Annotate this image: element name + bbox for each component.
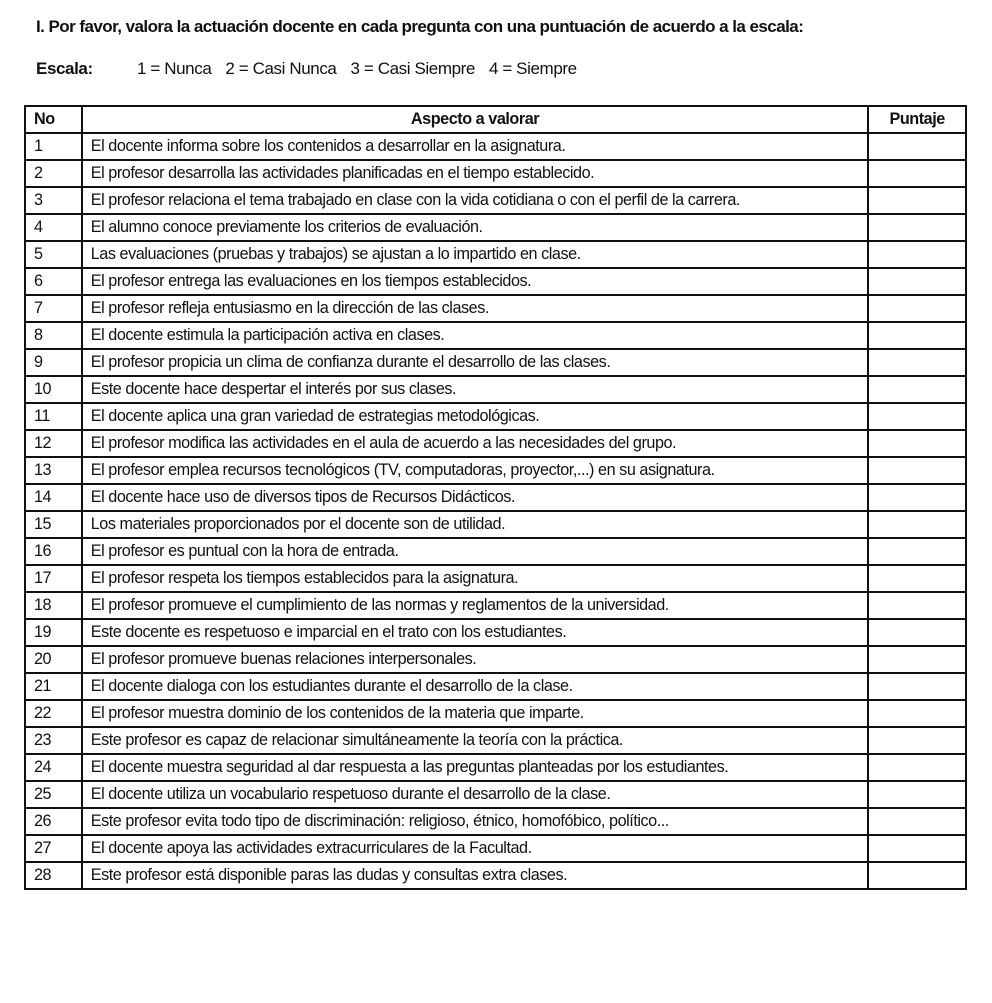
row-aspect: El profesor muestra dominio de los contenidos de la materia que imparte. — [82, 700, 869, 727]
table-row — [25, 538, 966, 565]
evaluation-table — [24, 105, 967, 890]
table-row — [25, 133, 966, 160]
table-row — [25, 484, 966, 511]
row-aspect: Este profesor evita todo tipo de discriminación: religioso, étnico, homofóbico, político... — [82, 808, 869, 835]
table-row — [25, 646, 966, 673]
score-input-cell[interactable] — [868, 295, 966, 322]
row-aspect: El docente informa sobre los contenidos a desarrollar en la asignatura. — [82, 133, 869, 160]
row-number: 24 — [25, 754, 82, 781]
row-number: 27 — [25, 835, 82, 862]
row-number: 16 — [25, 538, 82, 565]
score-input-cell[interactable] — [868, 160, 966, 187]
score-input-cell[interactable] — [868, 133, 966, 160]
row-aspect: El docente utiliza un vocabulario respetuoso durante el desarrollo de la clase. — [82, 781, 869, 808]
table-row — [25, 592, 966, 619]
row-aspect: El profesor promueve el cumplimiento de las normas y reglamentos de la universidad. — [82, 592, 869, 619]
row-aspect: El docente estimula la participación activa en clases. — [82, 322, 869, 349]
row-number: 9 — [25, 349, 82, 376]
row-number: 10 — [25, 376, 82, 403]
row-aspect: El profesor desarrolla las actividades planificadas en el tiempo establecido. — [82, 160, 869, 187]
row-aspect: El docente apoya las actividades extracurriculares de la Facultad. — [82, 835, 869, 862]
table-row — [25, 430, 966, 457]
row-number: 6 — [25, 268, 82, 295]
row-aspect: Este docente hace despertar el interés por sus clases. — [82, 376, 869, 403]
row-aspect: El profesor refleja entusiasmo en la dirección de las clases. — [82, 295, 869, 322]
column-header-score: Puntaje — [868, 106, 966, 133]
table-body — [25, 133, 966, 889]
table-row — [25, 457, 966, 484]
column-header-aspect: Aspecto a valorar — [82, 106, 869, 133]
score-input-cell[interactable] — [868, 754, 966, 781]
row-number: 11 — [25, 403, 82, 430]
table-row — [25, 160, 966, 187]
table-row — [25, 214, 966, 241]
score-input-cell[interactable] — [868, 403, 966, 430]
scale-item-3: 3 = Casi Siempre — [350, 59, 475, 78]
row-aspect: Las evaluaciones (pruebas y trabajos) se ajustan a lo impartido en clase. — [82, 241, 869, 268]
table-header-row — [25, 106, 966, 133]
table-row — [25, 349, 966, 376]
score-input-cell[interactable] — [868, 646, 966, 673]
row-number: 7 — [25, 295, 82, 322]
score-input-cell[interactable] — [868, 538, 966, 565]
score-input-cell[interactable] — [868, 511, 966, 538]
row-aspect: Este profesor está disponible paras las dudas y consultas extra clases. — [82, 862, 869, 889]
row-aspect: El docente muestra seguridad al dar respuesta a las preguntas planteadas por los estudiantes. — [82, 754, 869, 781]
row-number: 12 — [25, 430, 82, 457]
row-number: 5 — [25, 241, 82, 268]
scale-item-4: 4 = Siempre — [488, 59, 577, 78]
score-input-cell[interactable] — [868, 700, 966, 727]
table-row — [25, 808, 966, 835]
score-input-cell[interactable] — [868, 619, 966, 646]
row-number: 25 — [25, 781, 82, 808]
row-aspect: El profesor promueve buenas relaciones interpersonales. — [82, 646, 869, 673]
table-row — [25, 187, 966, 214]
row-aspect: El profesor entrega las evaluaciones en los tiempos establecidos. — [82, 268, 869, 295]
score-input-cell[interactable] — [868, 376, 966, 403]
table-row — [25, 511, 966, 538]
score-input-cell[interactable] — [868, 835, 966, 862]
row-aspect: El profesor modifica las actividades en el aula de acuerdo a las necesidades del grupo. — [82, 430, 869, 457]
table-row — [25, 700, 966, 727]
row-number: 8 — [25, 322, 82, 349]
row-aspect: Los materiales proporcionados por el docente son de utilidad. — [82, 511, 869, 538]
rating-scale — [36, 59, 591, 79]
table-row — [25, 727, 966, 754]
row-number: 22 — [25, 700, 82, 727]
row-number: 28 — [25, 862, 82, 889]
row-number: 19 — [25, 619, 82, 646]
row-number: 26 — [25, 808, 82, 835]
row-aspect: El profesor es puntual con la hora de entrada. — [82, 538, 869, 565]
row-aspect: El docente hace uso de diversos tipos de Recursos Didácticos. — [82, 484, 869, 511]
row-aspect: El alumno conoce previamente los criterios de evaluación. — [82, 214, 869, 241]
score-input-cell[interactable] — [868, 430, 966, 457]
instructions-title: I. Por favor, valora la actuación docente en cada pregunta con una puntuación de acuerdo a la escala: — [36, 17, 804, 36]
score-input-cell[interactable] — [868, 862, 966, 889]
table-row — [25, 322, 966, 349]
scale-label: Escala: — [36, 59, 93, 78]
row-number: 2 — [25, 160, 82, 187]
row-aspect: El profesor respeta los tiempos establecidos para la asignatura. — [82, 565, 869, 592]
table-row — [25, 565, 966, 592]
scale-item-2: 2 = Casi Nunca — [225, 59, 337, 78]
score-input-cell[interactable] — [868, 592, 966, 619]
table-row — [25, 862, 966, 889]
score-input-cell[interactable] — [868, 727, 966, 754]
table-row — [25, 268, 966, 295]
table-row — [25, 619, 966, 646]
row-number: 14 — [25, 484, 82, 511]
score-input-cell[interactable] — [868, 241, 966, 268]
row-number: 21 — [25, 673, 82, 700]
score-input-cell[interactable] — [868, 268, 966, 295]
score-input-cell[interactable] — [868, 484, 966, 511]
row-aspect: El docente dialoga con los estudiantes durante el desarrollo de la clase. — [82, 673, 869, 700]
score-input-cell[interactable] — [868, 781, 966, 808]
score-input-cell[interactable] — [868, 214, 966, 241]
row-number: 15 — [25, 511, 82, 538]
row-number: 20 — [25, 646, 82, 673]
score-input-cell[interactable] — [868, 322, 966, 349]
row-number: 3 — [25, 187, 82, 214]
table-row — [25, 241, 966, 268]
row-number: 4 — [25, 214, 82, 241]
column-header-no: No — [25, 106, 82, 133]
scale-item-1: 1 = Nunca — [137, 59, 212, 78]
row-number: 17 — [25, 565, 82, 592]
row-number: 1 — [25, 133, 82, 160]
score-input-cell[interactable] — [868, 349, 966, 376]
score-input-cell[interactable] — [868, 187, 966, 214]
row-number: 23 — [25, 727, 82, 754]
score-input-cell[interactable] — [868, 673, 966, 700]
table-row — [25, 781, 966, 808]
table-row — [25, 673, 966, 700]
row-aspect: El profesor propicia un clima de confianza durante el desarrollo de las clases. — [82, 349, 869, 376]
row-aspect: El docente aplica una gran variedad de estrategias metodológicas. — [82, 403, 869, 430]
table-row — [25, 403, 966, 430]
row-number: 13 — [25, 457, 82, 484]
row-aspect: Este docente es respetuoso e imparcial en el trato con los estudiantes. — [82, 619, 869, 646]
row-aspect: Este profesor es capaz de relacionar simultáneamente la teoría con la práctica. — [82, 727, 869, 754]
row-number: 18 — [25, 592, 82, 619]
table-row — [25, 295, 966, 322]
row-aspect: El profesor emplea recursos tecnológicos (TV, computadoras, proyector,...) en su asignatura. — [82, 457, 869, 484]
score-input-cell[interactable] — [868, 808, 966, 835]
table-row — [25, 754, 966, 781]
table-row — [25, 835, 966, 862]
table-row — [25, 376, 966, 403]
row-aspect: El profesor relaciona el tema trabajado en clase con la vida cotidiana o con el perfil de la carrera. — [82, 187, 869, 214]
score-input-cell[interactable] — [868, 565, 966, 592]
score-input-cell[interactable] — [868, 457, 966, 484]
